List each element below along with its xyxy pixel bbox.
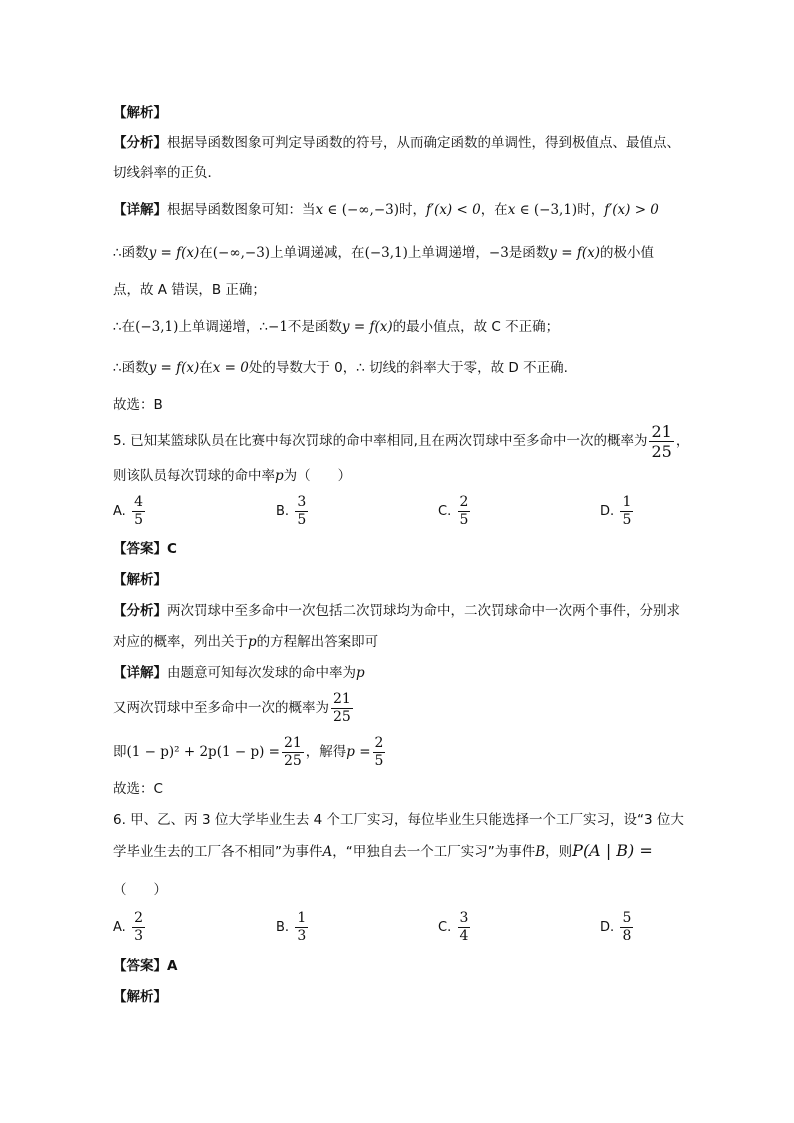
q5-option-a: A. $\frac{4}{5}$ [113,494,144,528]
q6-stem-line3: （ ） [113,882,167,898]
q6-jiexi-heading: 【解析】 [113,989,167,1005]
q5-stem-fraction: $\frac{21}{25}$ [651,421,672,461]
q5-fenxi-line2: 对应的概率，列出关于p的方程解出答案即可 [113,634,379,650]
q5-option-d: D. $\frac{1}{5}$ [600,494,632,528]
q4-fenxi-line1: 【分析】根据导函数图象可判定导函数的符号，从而确定函数的单调性，得到极值点、最值点、 [113,135,680,151]
q5-detail-line3: 即(1 − p)² + 2p(1 − p) = $\frac{21}{25}$ ，解得p = $\frac{2}{5}$ [113,734,384,769]
q5-jiexi-heading: 【解析】 [113,572,167,588]
q5-detail-line2: 又两次罚球中至多命中一次的概率为 $\frac{21}{25}$ [113,690,351,725]
q4-xiangjie-line: 【详解】根据导函数图象可知：当x ∈ (−∞,−3)时，f′(x) < 0，在x ∈ (−3,1)时，f′(x) > 0 [113,202,659,218]
q6-option-a: A. $\frac{2}{3}$ [113,910,144,944]
q4-jiexi-heading: 【解析】 [113,105,167,121]
q6-stem-line2: 学毕业生去的工厂各不相同”为事件A，“甲独自去一个工厂实习”为事件B，则P(A | B) = [113,841,653,860]
q4-line4: 点，故 A 错误，B 正确； [113,282,266,298]
q4-line5: ∴在(−3,1)上单调递增，∴−1不是函数y = f(x)的最小值点，故 C 不正确； [113,319,560,335]
q5-stem-line2: 则该队员每次罚球的命中率p为（ ） [113,468,352,484]
q5-xiangjie-line: 【详解】由题意可知每次发球的命中率为p [113,665,365,681]
q4-answer: 故选：B [113,397,163,413]
q6-answer: 【答案】A [113,958,178,974]
q5-option-c: C. $\frac{2}{5}$ [438,494,469,528]
q5-option-b: B. $\frac{3}{5}$ [276,494,307,528]
q5-final: 故选：C [113,781,163,797]
q5-fenxi-line1: 【分析】两次罚球中至多命中一次包括二次罚球均为命中，二次罚球命中一次两个事件，分别求 [113,603,680,619]
q4-line3: ∴函数y = f(x)在(−∞,−3)上单调递减，在(−3,1)上单调递增，−3是函数y = f(x)的极小值 [113,245,654,261]
q6-option-c: C. $\frac{3}{4}$ [438,910,469,944]
q6-option-d: D. $\frac{5}{8}$ [600,910,632,944]
q5-answer: 【答案】C [113,541,177,557]
q4-fenxi-line2: 切线斜率的正负． [113,165,221,181]
q6-stem-line1: 6. 甲、乙、丙 3 位大学毕业生去 4 个工厂实习，每位毕业生只能选择一个工厂实习，设“3 位大 [113,812,684,828]
q5-stem-line1: 5. 已知某篮球队员在比赛中每次罚球的命中率相同,且在两次罚球中至多命中一次的概率为 $\frac{21}{25}$ ， [113,421,690,461]
q5-detail-fraction: $\frac{21}{25}$ [333,690,351,725]
q6-option-b: B. $\frac{1}{3}$ [276,910,307,944]
q4-line6: ∴函数y = f(x)在x = 0处的导数大于 0，∴ 切线的斜率大于零，故 D 不正确. [113,360,568,376]
